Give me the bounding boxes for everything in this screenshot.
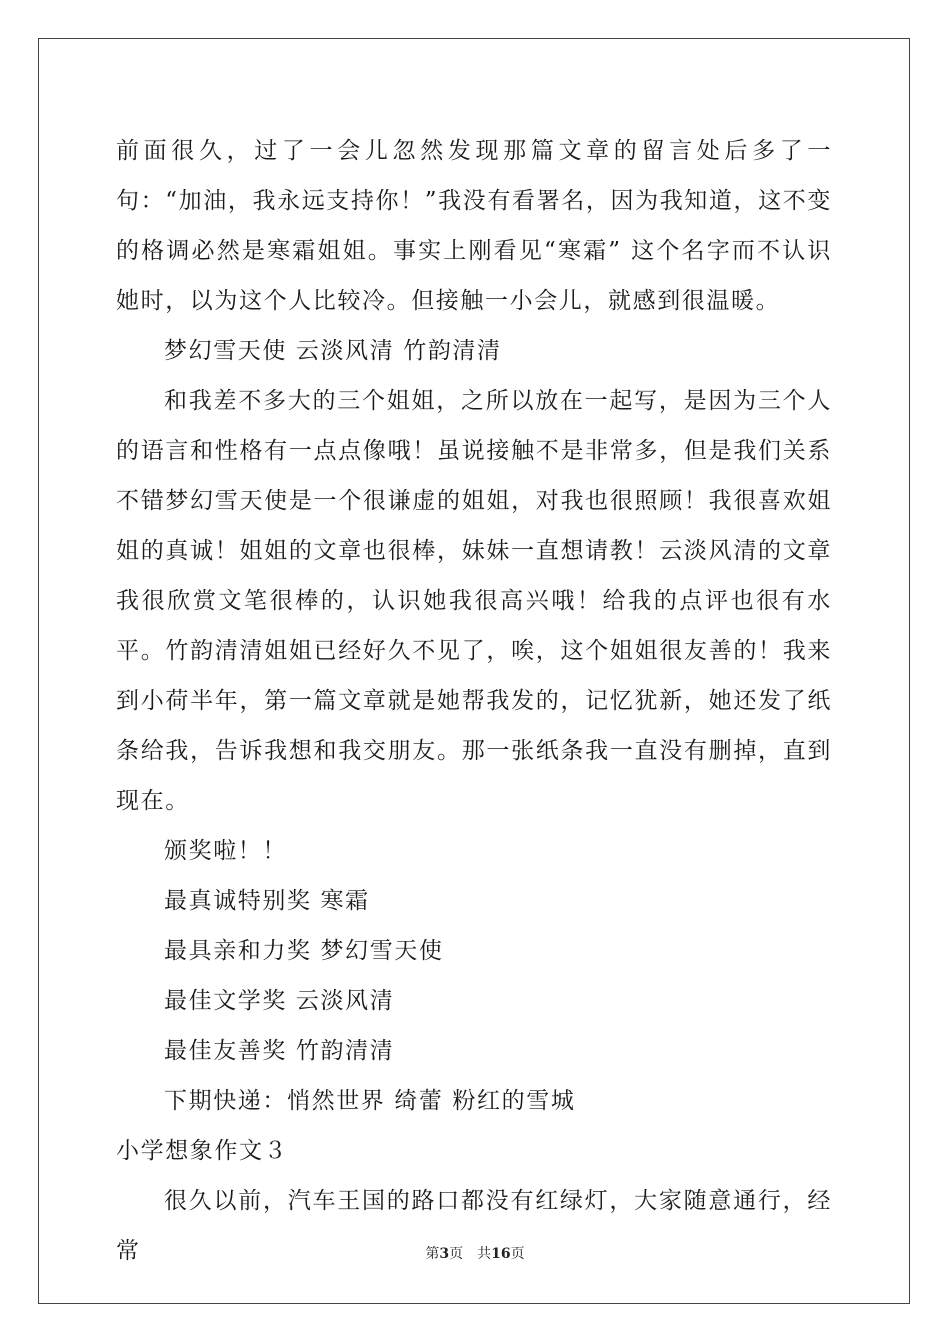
paragraph-three-sisters: 和我差不多大的三个姐姐，之所以放在一起写，是因为三个人的语言和性格有一点点像哦！虽说接触不是非常多，但是我们关系不错梦幻雪天使是一个很谦虚的姐姐，对我也很照顾！我很喜欢姐姐的真诚！姐姐的文章也很棒，妹妹一直想请教！云淡风清的文章我很欣赏文笔很棒的，认识她我很高兴哦！给我的点评也很有水平。竹韵清清姐姐已经好久不见了，唉，这个姐姐很友善的！我来到小荷半年，第一篇文章就是她帮我发的，记忆犹新，她还发了纸条给我，告诉我想和我交朋友。那一张纸条我一直没有删掉，直到现在。 [116, 388, 832, 814]
section-title: 小学想象作文３ [116, 1138, 289, 1164]
paragraph-award-heading: 颁奖啦！！ [164, 838, 287, 864]
document-body [116, 126, 832, 1276]
footer-total-suffix: 页 [510, 1246, 525, 1262]
page-footer [0, 1244, 950, 1264]
paragraph-story-start: 很久以前，汽车王国的路口都没有红绿灯，大家随意通行，经常 [116, 1188, 832, 1264]
paragraph-award-2: 最具亲和力奖 梦幻雪天使 [164, 938, 444, 964]
paragraph-names: 梦幻雪天使 云淡风清 竹韵清清 [164, 338, 502, 364]
footer-page-suffix: 页 [449, 1246, 464, 1262]
paragraph-award-1: 最真诚特别奖 寒霜 [164, 888, 370, 914]
footer-page-number: 3 [439, 1246, 450, 1262]
paragraph-continued: 前面很久，过了一会儿忽然发现那篇文章的留言处后多了一句：“加油，我永远支持你！”我没有看署名，因为我知道，这不变的格调必然是寒霜姐姐。事实上刚看见“寒霜” 这个名字而不认识她时，以为这个人比较冷。但接触一小会儿，就感到很温暖。 [116, 138, 832, 314]
paragraph-award-3: 最佳文学奖 云淡风清 [164, 988, 395, 1014]
paragraph-award-4: 最佳友善奖 竹韵清清 [164, 1038, 395, 1064]
footer-total-prefix: 共 [477, 1246, 492, 1262]
paragraph-next-issue: 下期快递：悄然世界 绮蕾 粉红的雪城 [164, 1088, 576, 1114]
footer-total-pages: 16 [491, 1246, 511, 1262]
footer-page-prefix: 第 [425, 1246, 440, 1262]
